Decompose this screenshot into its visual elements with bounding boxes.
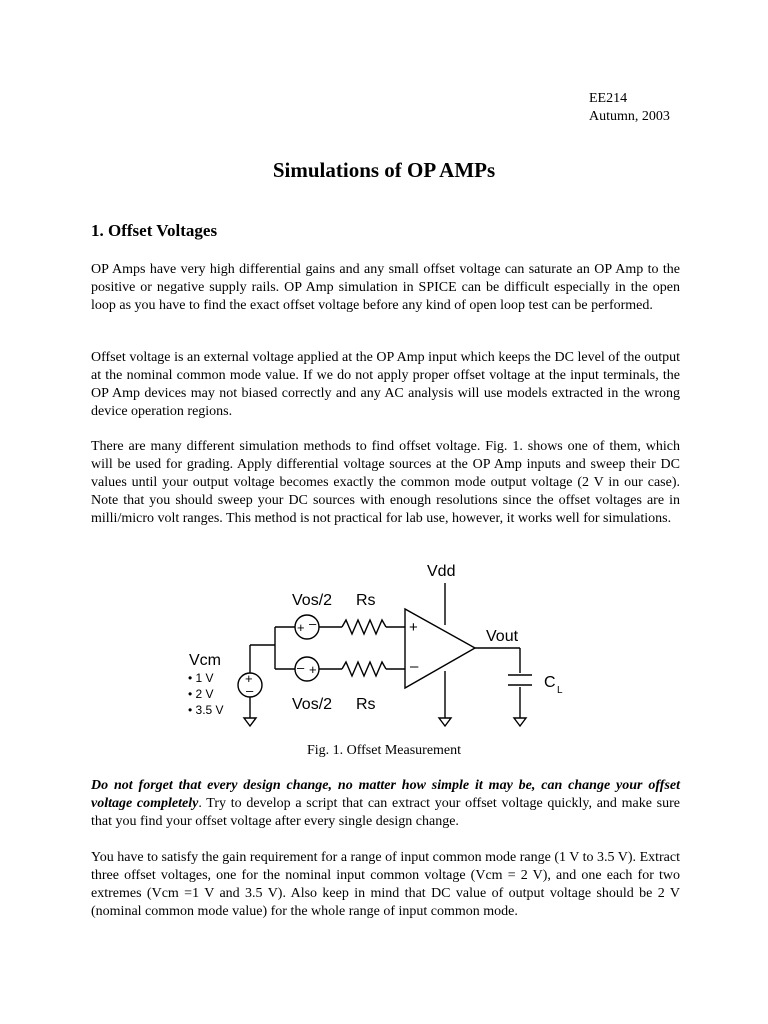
rs-resistor-bottom — [342, 662, 386, 676]
opamp-minus-input: – — [410, 658, 419, 675]
ground-symbol-opamp — [439, 718, 451, 726]
section-heading: 1. Offset Voltages — [91, 221, 218, 240]
course-header — [589, 90, 670, 126]
vos-bottom-label: Vos/2 — [292, 696, 333, 713]
vos-bottom-plus-sign: + — [309, 662, 317, 677]
paragraph-4 — [91, 777, 680, 831]
paragraph-4-text: . Try to develop a script that can extract your offset voltage quickly, and make sure that you find your offset voltage after every single design change. — [91, 796, 680, 829]
vos-top-minus-sign: – — [309, 616, 317, 631]
ground-symbol-vcm — [244, 718, 256, 726]
vcm-label: Vcm — [189, 652, 221, 669]
paragraph-3: There are many different simulation methods to find offset voltage. Fig. 1. shows one of them, which will be used for grading. Apply differential voltage sources at the OP Amp inputs and sweep their DC values until your output voltage becomes exactly the common mode output voltage (2 V in our case). Note that you should sweep your DC sources with enough resolutions since the offset voltages are in milli/micro volt ranges. This method is not practical for lab use, however, it works well for simulations. — [91, 439, 680, 526]
course-term: Autumn, 2003 — [589, 109, 670, 124]
vos-bottom-minus-sign: – — [297, 660, 305, 675]
paragraph-1: OP Amps have very high differential gains and any small offset voltage can saturate an OP Amp to the positive or negative supply rails. OP Amp simulation in SPICE can be difficult especially in the open loop as you have to find the exact offset voltage before any kind of open loop test can be performed. — [91, 262, 680, 313]
vcm-plus-sign: + — [245, 671, 253, 686]
paragraph-2: Offset voltage is an external voltage applied at the OP Amp input which keeps the DC level of the output at the nominal common mode value. If we do not apply proper offset voltage at the input terminals, the OP Amp devices may not biased correctly and any AC analysis will use models extracted in the wrong device operation regions. — [91, 350, 680, 419]
figure-caption: Fig. 1. Offset Measurement — [306, 743, 462, 758]
vout-label: Vout — [486, 628, 519, 645]
vcm-value-1: • 1 V — [188, 671, 214, 685]
vos-top-label: Vos/2 — [292, 592, 333, 609]
vcm-value-2: • 2 V — [188, 687, 214, 701]
paragraph-5: You have to satisfy the gain requirement for a range of input common mode range (1 V to 3.5 V). Extract three offset voltages, one for the nominal input common voltage (Vcm = 2 V), and one each for two extremes (Vcm =1 V and 3.5 V). Also keep in mind that DC value of output voltage should be 2 V (nominal common mode value) for the whole range of input common mode. — [91, 850, 680, 919]
vos-top-plus-sign: + — [297, 620, 305, 635]
vdd-label: Vdd — [427, 563, 456, 580]
vcm-value-3: • 3.5 V — [188, 703, 224, 717]
rs-top-label: Rs — [356, 592, 376, 609]
page-title: Simulations of OP AMPs — [272, 158, 496, 182]
offset-measurement-circuit — [170, 555, 590, 740]
paragraph-4-emphasis: Do not forget that every design change, no matter how simple it may be, can change your offset voltage completely — [91, 778, 680, 811]
rs-bottom-label: Rs — [356, 696, 376, 713]
opamp-plus-input: + — [409, 619, 418, 636]
ground-symbol-cap — [514, 718, 526, 726]
cap-label: C — [544, 674, 556, 691]
course-code: EE214 — [589, 91, 628, 106]
rs-resistor-top — [342, 620, 386, 634]
vcm-minus-sign: – — [246, 683, 254, 698]
cap-subscript: L — [557, 685, 563, 696]
